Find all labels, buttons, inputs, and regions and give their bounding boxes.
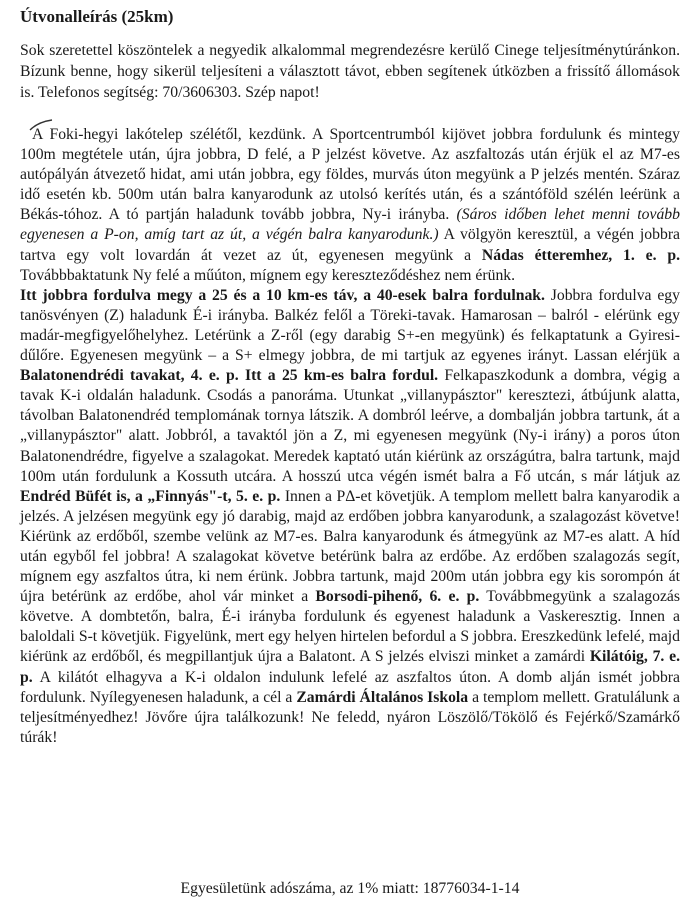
tax-number-footer: Egyesületünk adószáma, az 1% miatt: 18776034-1-14 bbox=[180, 880, 520, 897]
pen-mark-icon bbox=[28, 118, 54, 132]
route-note-muddy: (Sáros időben lehet menni tovább egyenesen a P-on, amíg tart az út, a végén balra kanyarodunk.) bbox=[20, 206, 680, 244]
finish-location: Zamárdi Általános Iskola bbox=[296, 688, 469, 706]
route-text-6: Innen a PΔ-et követjük. A templom mellett balra kanyarodik a jelzés. A jelzésen megyünk egy jó darabig, majd az erdőben jobbra kanyarodunk, a szalagozást követve! Kiérünk az erdőből, szembe velünk az M7-es. Balra kanyarodunk és átmegyünk az M7-es alatt. A híd után egyből fel jobbra! A szalagokat követve betérünk balra az erdőbe. Az erdőben szalagozás segít, mígnem egy aszfaltos útra, ki nem érünk. Jobbra tartunk, majd 200m után jobbra egy kis sorompón át újra betérünk az erdőbe, ahol vár minket a bbox=[20, 487, 680, 606]
route-paragraph-2 bbox=[20, 286, 680, 748]
route-text-8: A kilátót elhagyva a K-i oldalon indulunk lefelé az aszfaltos úton. A domb alján ismét jobbra fordulunk. Nyílegyenesen haladunk, a cél a bbox=[20, 668, 680, 706]
route-text-2: A völgyön keresztül, a végén jobbra tartva egy volt lovardán át vezet az út, egyenesen megyünk a bbox=[20, 226, 681, 264]
route-description bbox=[20, 125, 680, 748]
checkpoint-5: Endréd Büfét is, a „Finnyás"-t, 5. e. p. bbox=[20, 487, 281, 505]
route-text-7: Továbbmegyünk a szalagozás követve. A dombtetőn, balra, É-i irányba fordulunk és egyenest haladunk a Vaskeresztig. Innen a baloldali S-t követjük. Figyelünk, mert egy helyen hirtelen befordul a S jobbra. Ereszkedünk lefelé, majd kiérünk az erdőből, és megpillantjuk újra a Balatont. A S jelzés elviszi minket a zamárdi bbox=[20, 588, 681, 666]
document-title: Útvonalleírás (25km) bbox=[20, 7, 174, 26]
route-text-9: a templom mellett. Gratulálunk a teljesítményedhez! Jövőre újra találkozunk! Ne feledd, nyáron Löszölő/Tökölő és Fejérkő/Szamárkő túrák! bbox=[20, 688, 680, 746]
checkpoint-7: Kilátóig, 7. e. p. bbox=[20, 648, 680, 686]
intro-paragraph: Sok szeretettel köszöntelek a negyedik alkalommal megrendezésre kerülő Cinege teljesítménytúránkon. Bízunk benne, hogy sikerül teljesíteni a választott távot, ebben segítenek útközben a frissítő állomások is. Telefonos segítség: 70/3606303. Szép napot! bbox=[20, 42, 680, 101]
checkpoint-6: Borsodi-pihenő, 6. e. p. bbox=[315, 588, 480, 606]
route-text-3: Továbbbaktatunk Ny felé a műúton, mígnem egy kereszteződéshez nem érünk. bbox=[20, 266, 516, 284]
route-split-note: Itt jobbra fordulva megy a 25 és a 10 km-es táv, a 40-esek balra fordulnak. bbox=[20, 286, 545, 304]
route-text-4: Jobbra fordulva egy tanösvényen (Z) haladunk É-i irányba. Balkéz felől a Töreki-tavak. Hamarosan – balról - elérünk egy madár-megfigyelőhelyhez. Letérünk a Z-ről (egy darabig S+-en megyünk) és felkaptatunk a Gyiresi-dűlőre. Egyenesen megyünk – a S+ elmegy jobbra, de mi tartjuk az egyenes irányt. Lassan elérjük a bbox=[20, 286, 680, 365]
route-text-1: A Foki-hegyi lakótelep szélétől, kezdünk. A Sportcentrumból kijövet jobbra fordulunk és mintegy 100m megtétele után, újra jobbra, D felé, a P jelzést követve. Az aszfaltozás után érjük el az M7-es autópályán átvezető hidat, ami után jobbra, egy földes, murvás úton megyünk a P jelzés mentén. Száraz idő esetén kb. 500m után balra kanyarodunk az utolsó kerítés után, és a szántóföld szélén leérünk a Békás-tóhoz. A tó partján haladunk tovább jobbra, Ny-i irányba. bbox=[20, 126, 680, 224]
route-text-5: Felkapaszkodunk a dombra, végig a tavak K-i oldalán haladunk. Csodás a panoráma. Utunkat „villanypásztor" keresztezi, átbújunk alatta, távolban Balatonendréd templomának tornya látszik. A dombról leérve, a dombalján jobbra tartunk, át a „villanypásztor" alatt. Jobbról, a tavaktól jön a Z, mi egyenesen megyünk (Ny-i irány) a poros úton Balatonendrédre, figyelve a szalagokat. Meredek kaptató után kiérünk az országútra, balra tartunk, majd 100m után fordulunk a Kossuth utcára. A hosszú utca végén ismét balra a Fő utcán, s már látjuk az bbox=[20, 367, 680, 485]
checkpoint-1: Nádas étteremhez, 1. e. p. bbox=[481, 246, 680, 264]
checkpoint-4: Balatonendrédi tavakat, 4. e. p. Itt a 25 km-es balra fordul. bbox=[20, 367, 439, 385]
